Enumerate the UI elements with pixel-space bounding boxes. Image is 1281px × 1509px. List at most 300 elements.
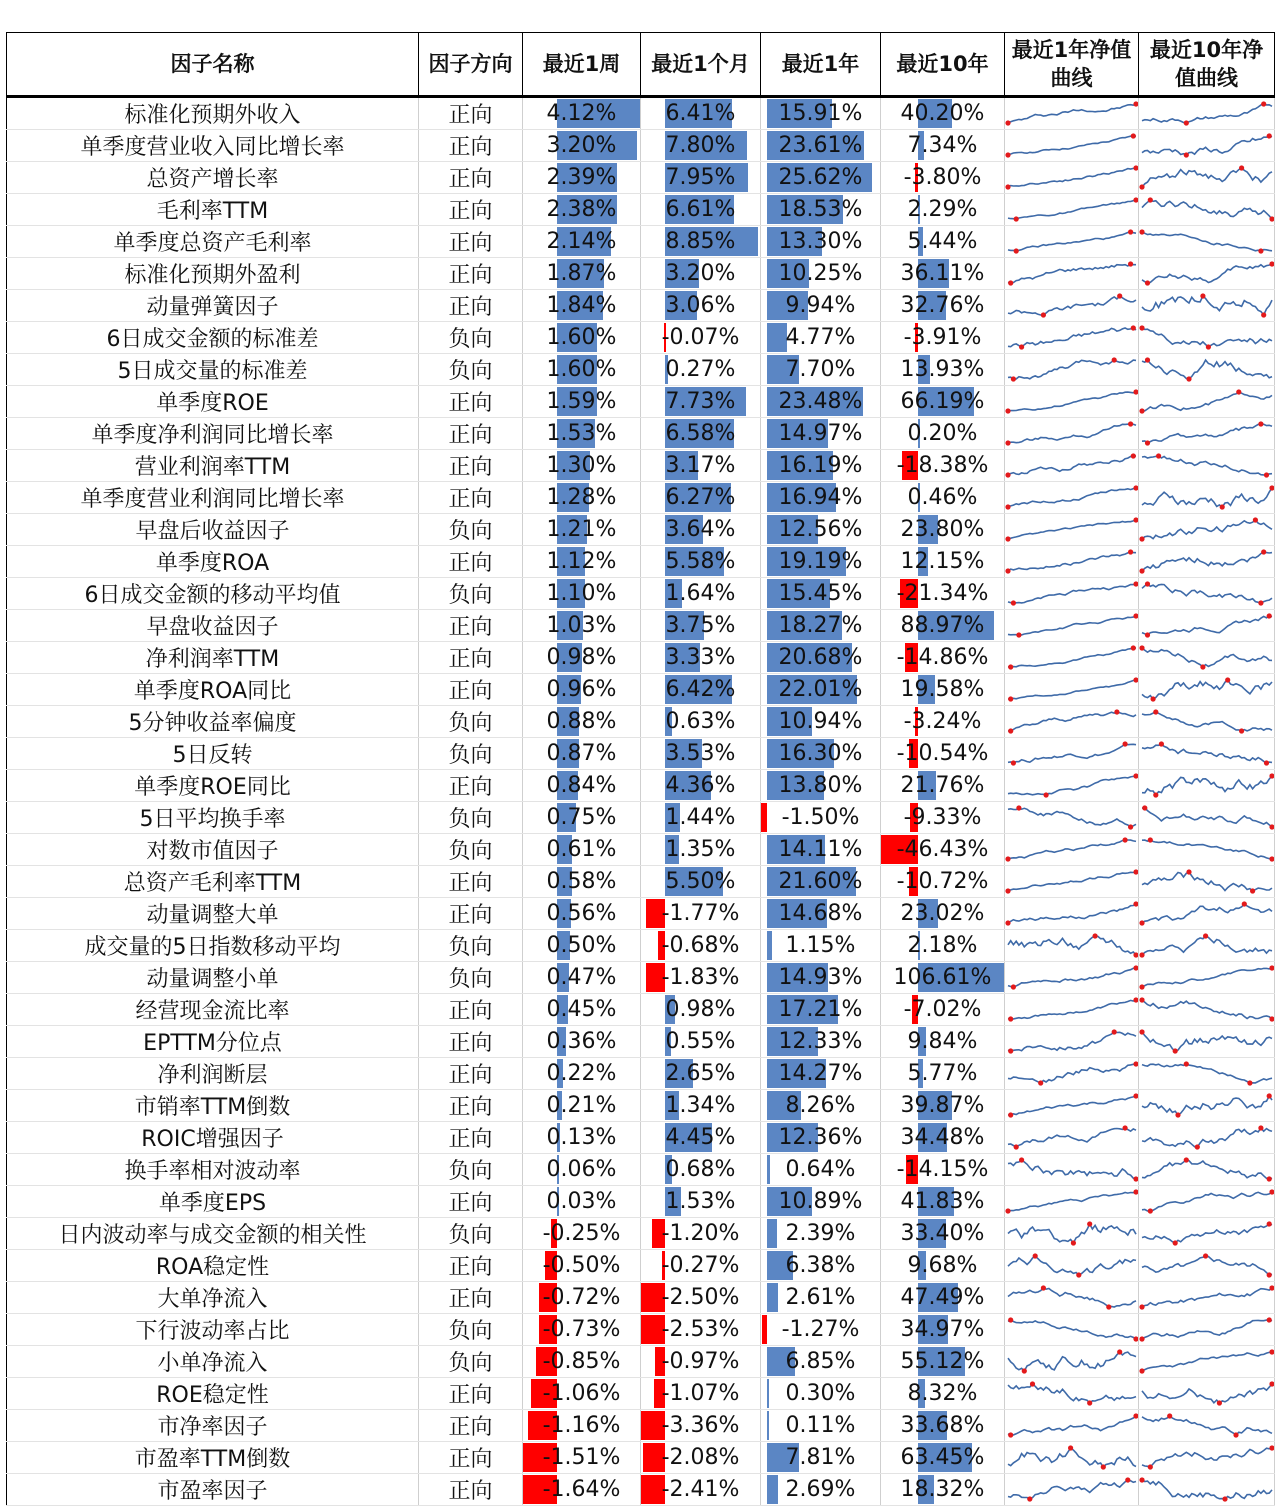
nav-curve-line: [1142, 1320, 1272, 1339]
nav-curve-10y-cell: [1139, 898, 1275, 930]
nav-curve-1y-sparkline: [1005, 578, 1139, 609]
nav-curve-10y-sparkline: [1139, 1122, 1275, 1153]
value-text: -14.15%: [896, 1157, 989, 1182]
nav-curve-low-marker: [1076, 1272, 1081, 1277]
nav-curve-10y-cell: [1139, 994, 1275, 1026]
last-week-cell: [523, 386, 641, 418]
last-month-cell: [641, 450, 761, 482]
nav-curve-line: [1142, 552, 1272, 571]
value-text: 55.12%: [900, 1349, 985, 1374]
last-year-cell: [761, 1442, 881, 1474]
nav-curve-high-marker: [1200, 293, 1205, 298]
nav-curve-1y-sparkline: [1005, 482, 1139, 513]
factor-direction-cell: 正向: [419, 130, 523, 162]
nav-curve-high-marker: [1133, 485, 1138, 490]
nav-curve-10y-sparkline: [1139, 1250, 1275, 1281]
nav-curve-10y-cell: [1139, 97, 1275, 130]
factor-direction-cell: 正向: [419, 1186, 523, 1218]
value-text: 14.93%: [778, 965, 863, 990]
nav-curve-low-marker: [1269, 856, 1274, 861]
value-text: 14.68%: [778, 901, 863, 926]
value-text: 1.87%: [546, 261, 617, 286]
value-text: 4.77%: [785, 325, 856, 350]
nav-curve-1y-cell: [1005, 162, 1139, 194]
nav-curve-low-marker: [1016, 632, 1021, 637]
nav-curve-10y-sparkline: [1139, 1282, 1275, 1313]
nav-curve-1y-sparkline: [1005, 962, 1139, 993]
nav-curve-10y-cell: [1139, 770, 1275, 802]
value-text: -0.72%: [542, 1285, 621, 1310]
nav-curve-low-marker: [1195, 1144, 1200, 1149]
value-text: 7.73%: [665, 389, 736, 414]
nav-curve-high-marker: [1139, 1029, 1144, 1034]
factor-performance-table-container: [6, 32, 1274, 1506]
last-10-years-cell: [881, 290, 1005, 322]
value-text: -0.73%: [542, 1317, 621, 1342]
value-text: -1.20%: [661, 1221, 740, 1246]
value-text: 47.49%: [900, 1285, 985, 1310]
last-week-cell: [523, 610, 641, 642]
last-week-cell: [523, 1186, 641, 1218]
nav-curve-high-marker: [1242, 901, 1247, 906]
last-10-years-cell: [881, 898, 1005, 930]
nav-curve-10y-sparkline: [1139, 1442, 1275, 1473]
nav-curve-10y-sparkline: [1139, 642, 1275, 673]
nav-curve-10y-sparkline: [1139, 1378, 1275, 1409]
value-text: 0.46%: [907, 485, 978, 510]
nav-curve-high-marker: [1253, 517, 1258, 522]
last-10-years-cell: [881, 450, 1005, 482]
nav-curve-high-marker: [1225, 677, 1230, 682]
factor-name-cell: 6日成交金额的标准差: [7, 322, 419, 354]
last-10-years-cell: [881, 226, 1005, 258]
last-10-years-cell: [881, 1378, 1005, 1410]
nav-curve-low-marker: [1258, 600, 1263, 605]
table-row: [7, 1218, 1275, 1250]
nav-curve-1y-sparkline: [1005, 130, 1139, 161]
nav-curve-1y-cell: [1005, 418, 1139, 450]
value-text: -1.77%: [661, 901, 740, 926]
nav-curve-line: [1142, 1352, 1272, 1371]
table-row: [7, 930, 1275, 962]
nav-curve-low-marker: [1264, 760, 1269, 765]
nav-curve-line: [1008, 1160, 1136, 1179]
last-year-cell: [761, 1250, 881, 1282]
nav-curve-10y-cell: [1139, 194, 1275, 226]
value-text: 39.87%: [900, 1093, 985, 1118]
last-year-cell: [761, 290, 881, 322]
nav-curve-low-marker: [1008, 1112, 1013, 1117]
nav-curve-low-marker: [1261, 312, 1266, 317]
nav-curve-10y-cell: [1139, 866, 1275, 898]
value-text: 1.28%: [546, 485, 617, 510]
value-text: 13.93%: [900, 357, 985, 382]
factor-direction-cell: 负向: [419, 834, 523, 866]
last-year-cell: [761, 258, 881, 290]
factor-direction-cell: 正向: [419, 194, 523, 226]
value-text: 0.84%: [546, 773, 617, 798]
factor-direction-cell: 正向: [419, 770, 523, 802]
value-text: 0.58%: [546, 869, 617, 894]
nav-curve-10y-sparkline: [1139, 386, 1275, 417]
value-text: 1.44%: [665, 805, 736, 830]
nav-curve-line: [1142, 1416, 1272, 1435]
table-row: [7, 1410, 1275, 1442]
value-text: 16.19%: [778, 453, 863, 478]
nav-curve-high-marker: [1139, 645, 1144, 650]
last-week-cell: [523, 898, 641, 930]
last-month-cell: [641, 226, 761, 258]
factor-name-cell: 单季度营业利润同比增长率: [7, 482, 419, 514]
nav-curve-line: [1008, 904, 1136, 923]
nav-curve-line: [1008, 616, 1136, 635]
last-week-cell: [523, 130, 641, 162]
header-1y-nav-curve: 最近1年净值曲线: [1005, 33, 1139, 97]
value-text: 1.30%: [546, 453, 617, 478]
nav-curve-1y-sparkline: [1005, 898, 1139, 929]
nav-curve-low-marker: [1139, 568, 1144, 573]
value-text: 2.61%: [785, 1285, 856, 1310]
last-week-cell: [523, 802, 641, 834]
table-body: [7, 97, 1275, 1506]
nav-curve-1y-sparkline: [1005, 674, 1139, 705]
value-text: 0.03%: [546, 1189, 617, 1214]
nav-curve-line: [1008, 520, 1136, 539]
nav-curve-high-marker: [1117, 293, 1122, 298]
nav-curve-line: [1142, 1224, 1272, 1243]
value-text: 0.06%: [546, 1157, 617, 1182]
value-text: 16.30%: [778, 741, 863, 766]
value-text: 23.80%: [900, 517, 985, 542]
nav-curve-high-marker: [1133, 581, 1138, 586]
value-text: 21.76%: [900, 773, 985, 798]
nav-curve-high-marker: [1133, 869, 1138, 874]
nav-curve-high-marker: [1269, 773, 1274, 778]
factor-name-cell: 动量调整大单: [7, 898, 419, 930]
nav-curve-1y-cell: [1005, 1186, 1139, 1218]
table-row: [7, 706, 1275, 738]
nav-curve-1y-cell: [1005, 1314, 1139, 1346]
factor-direction-cell: 正向: [419, 610, 523, 642]
value-text: 3.17%: [665, 453, 736, 478]
factor-name-cell: 单季度ROE同比: [7, 770, 419, 802]
last-10-years-cell: [881, 514, 1005, 546]
nav-curve-high-marker: [1114, 709, 1119, 714]
nav-curve-high-marker: [1019, 1157, 1024, 1162]
value-text: 9.84%: [907, 1029, 978, 1054]
nav-curve-line: [1142, 488, 1272, 507]
value-text: 0.75%: [546, 805, 617, 830]
nav-curve-high-marker: [1239, 165, 1244, 170]
last-week-cell: [523, 162, 641, 194]
positive-value-bar: [767, 931, 772, 960]
last-10-years-cell: [881, 1346, 1005, 1378]
nav-curve-line: [1142, 456, 1272, 475]
header-last-week: 最近1周: [523, 33, 641, 97]
last-10-years-cell: [881, 322, 1005, 354]
nav-curve-high-marker: [1267, 613, 1272, 618]
nav-curve-high-marker: [1112, 1029, 1117, 1034]
last-10-years-cell: [881, 1058, 1005, 1090]
last-week-cell: [523, 706, 641, 738]
nav-curve-line: [1008, 808, 1136, 827]
value-text: 5.50%: [665, 869, 736, 894]
last-10-years-cell: [881, 1186, 1005, 1218]
nav-curve-high-marker: [1128, 229, 1133, 234]
last-week-cell: [523, 514, 641, 546]
nav-curve-1y-cell: [1005, 1218, 1139, 1250]
value-text: 6.27%: [665, 485, 736, 510]
nav-curve-line: [1142, 136, 1272, 155]
nav-curve-1y-sparkline: [1005, 1026, 1139, 1057]
nav-curve-1y-cell: [1005, 290, 1139, 322]
table-row: [7, 866, 1275, 898]
last-week-cell: [523, 578, 641, 610]
last-week-cell: [523, 1314, 641, 1346]
last-year-cell: [761, 994, 881, 1026]
nav-curve-low-marker: [1071, 1240, 1076, 1245]
nav-curve-high-marker: [1269, 1349, 1274, 1354]
nav-curve-1y-cell: [1005, 482, 1139, 514]
nav-curve-line: [1142, 712, 1272, 731]
nav-curve-1y-cell: [1005, 1474, 1139, 1506]
table-row: [7, 130, 1275, 162]
nav-curve-low-marker: [1022, 1368, 1027, 1373]
nav-curve-low-marker: [1186, 376, 1191, 381]
nav-curve-1y-sparkline: [1005, 802, 1139, 833]
nav-curve-1y-sparkline: [1005, 290, 1139, 321]
positive-value-bar: [767, 1379, 769, 1408]
nav-curve-high-marker: [1153, 709, 1158, 714]
nav-curve-10y-sparkline: [1139, 194, 1275, 225]
last-year-cell: [761, 834, 881, 866]
nav-curve-1y-sparkline: [1005, 354, 1139, 385]
value-text: 0.30%: [785, 1381, 856, 1406]
nav-curve-low-marker: [1041, 312, 1046, 317]
factor-direction-cell: 正向: [419, 1250, 523, 1282]
nav-curve-10y-sparkline: [1139, 1346, 1275, 1377]
nav-curve-line: [1008, 584, 1136, 603]
nav-curve-high-marker: [1148, 197, 1153, 202]
nav-curve-10y-sparkline: [1139, 290, 1275, 321]
factor-name-cell: 换手率相对波动率: [7, 1154, 419, 1186]
last-month-cell: [641, 130, 761, 162]
value-text: 2.14%: [546, 229, 617, 254]
last-10-years-cell: [881, 578, 1005, 610]
table-row: [7, 1250, 1275, 1282]
value-text: 0.45%: [546, 997, 617, 1022]
nav-curve-1y-sparkline: [1005, 1378, 1139, 1409]
nav-curve-low-marker: [1005, 1208, 1010, 1213]
last-week-cell: [523, 1122, 641, 1154]
factor-name-cell: 6日成交金额的移动平均值: [7, 578, 419, 610]
nav-curve-1y-sparkline: [1005, 1474, 1139, 1505]
value-text: 6.58%: [665, 421, 736, 446]
table-row: [7, 1282, 1275, 1314]
nav-curve-high-marker: [1125, 1477, 1130, 1482]
factor-direction-cell: 负向: [419, 1346, 523, 1378]
factor-name-cell: 单季度营业收入同比增长率: [7, 130, 419, 162]
nav-curve-line: [1008, 328, 1136, 347]
nav-curve-low-marker: [1269, 216, 1274, 221]
nav-curve-low-marker: [1008, 664, 1013, 669]
last-year-cell: [761, 578, 881, 610]
nav-curve-low-marker: [1173, 1048, 1178, 1053]
table-row: [7, 386, 1275, 418]
value-text: 4.36%: [665, 773, 736, 798]
factor-direction-cell: 正向: [419, 1058, 523, 1090]
last-week-cell: [523, 1378, 641, 1410]
nav-curve-1y-sparkline: [1005, 162, 1139, 193]
nav-curve-line: [1008, 1000, 1136, 1019]
nav-curve-line: [1142, 424, 1272, 443]
last-week-cell: [523, 1154, 641, 1186]
value-text: 2.29%: [907, 197, 978, 222]
header-last-year: 最近1年: [761, 33, 881, 97]
nav-curve-line: [1142, 1032, 1272, 1051]
last-10-years-cell: [881, 258, 1005, 290]
nav-curve-1y-cell: [1005, 802, 1139, 834]
value-text: 0.22%: [546, 1061, 617, 1086]
last-10-years-cell: [881, 1282, 1005, 1314]
factor-name-cell: 单季度ROE: [7, 386, 419, 418]
nav-curve-1y-cell: [1005, 386, 1139, 418]
last-10-years-cell: [881, 706, 1005, 738]
factor-name-cell: ROE稳定性: [7, 1378, 419, 1410]
factor-direction-cell: 负向: [419, 930, 523, 962]
nav-curve-1y-sparkline: [1005, 1058, 1139, 1089]
nav-curve-high-marker: [1267, 133, 1272, 138]
last-year-cell: [761, 546, 881, 578]
nav-curve-high-marker: [1203, 1253, 1208, 1258]
nav-curve-low-marker: [1258, 248, 1263, 253]
factor-name-cell: 标准化预期外盈利: [7, 258, 419, 290]
value-text: 6.85%: [785, 1349, 856, 1374]
last-10-years-cell: [881, 130, 1005, 162]
value-text: 7.80%: [665, 133, 736, 158]
last-year-cell: [761, 354, 881, 386]
factor-name-cell: 总资产增长率: [7, 162, 419, 194]
factor-name-cell: 5日成交量的标准差: [7, 354, 419, 386]
value-text: 1.84%: [546, 293, 617, 318]
nav-curve-low-marker: [1038, 1080, 1043, 1085]
nav-curve-line: [1142, 1096, 1272, 1115]
nav-curve-high-marker: [1008, 1317, 1013, 1322]
header-factor-name: 因子名称: [7, 33, 419, 97]
value-text: -0.25%: [542, 1221, 621, 1246]
nav-curve-low-marker: [1005, 504, 1010, 509]
nav-curve-1y-cell: [1005, 866, 1139, 898]
table-row: [7, 770, 1275, 802]
nav-curve-low-marker: [1148, 1464, 1153, 1469]
nav-curve-1y-cell: [1005, 546, 1139, 578]
nav-curve-high-marker: [1258, 1125, 1263, 1130]
table-row: [7, 1058, 1275, 1090]
nav-curve-high-marker: [1131, 133, 1136, 138]
nav-curve-1y-cell: [1005, 1282, 1139, 1314]
table-row: [7, 194, 1275, 226]
nav-curve-1y-cell: [1005, 962, 1139, 994]
nav-curve-line: [1142, 232, 1272, 251]
nav-curve-10y-cell: [1139, 258, 1275, 290]
last-10-years-cell: [881, 97, 1005, 130]
nav-curve-1y-cell: [1005, 258, 1139, 290]
value-text: 15.91%: [778, 101, 863, 126]
value-text: 0.20%: [907, 421, 978, 446]
nav-curve-low-marker: [1005, 472, 1010, 477]
value-text: 5.58%: [665, 549, 736, 574]
value-text: 2.69%: [785, 1477, 856, 1502]
last-month-cell: [641, 354, 761, 386]
value-text: 3.64%: [665, 517, 736, 542]
last-year-cell: [761, 706, 881, 738]
nav-curve-1y-sparkline: [1005, 514, 1139, 545]
factor-name-cell: EPTTM分位点: [7, 1026, 419, 1058]
nav-curve-10y-cell: [1139, 1282, 1275, 1314]
value-text: 12.36%: [778, 1125, 863, 1150]
last-month-cell: [641, 930, 761, 962]
nav-curve-10y-sparkline: [1139, 546, 1275, 577]
nav-curve-1y-sparkline: [1005, 194, 1139, 225]
last-week-cell: [523, 738, 641, 770]
nav-curve-line: [1008, 712, 1136, 731]
nav-curve-10y-cell: [1139, 802, 1275, 834]
value-text: 1.35%: [665, 837, 736, 862]
last-10-years-cell: [881, 1250, 1005, 1282]
value-text: 7.70%: [785, 357, 856, 382]
nav-curve-high-marker: [1269, 261, 1274, 266]
nav-curve-10y-sparkline: [1139, 738, 1275, 769]
nav-curve-10y-cell: [1139, 962, 1275, 994]
nav-curve-low-marker: [1005, 184, 1010, 189]
nav-curve-1y-cell: [1005, 514, 1139, 546]
value-text: -1.07%: [661, 1381, 740, 1406]
last-week-cell: [523, 1218, 641, 1250]
nav-curve-high-marker: [1131, 645, 1136, 650]
table-row: [7, 1154, 1275, 1186]
value-text: 17.21%: [778, 997, 863, 1022]
value-text: 22.01%: [778, 677, 863, 702]
value-text: -3.91%: [903, 325, 982, 350]
value-text: 25.62%: [778, 165, 863, 190]
nav-curve-10y-sparkline: [1139, 482, 1275, 513]
last-year-cell: [761, 610, 881, 642]
value-text: 9.68%: [907, 1253, 978, 1278]
positive-value-bar: [767, 1411, 769, 1440]
nav-curve-low-marker: [1133, 952, 1138, 957]
factor-direction-cell: 负向: [419, 514, 523, 546]
nav-curve-high-marker: [1133, 773, 1138, 778]
factor-name-cell: 净利润率TTM: [7, 642, 419, 674]
nav-curve-10y-cell: [1139, 290, 1275, 322]
nav-curve-10y-cell: [1139, 482, 1275, 514]
nav-curve-line: [1008, 168, 1136, 187]
value-text: -0.85%: [542, 1349, 621, 1374]
nav-curve-1y-sparkline: [1005, 994, 1139, 1025]
value-text: 0.50%: [546, 933, 617, 958]
value-text: 1.59%: [546, 389, 617, 414]
nav-curve-high-marker: [1258, 421, 1263, 426]
value-text: -1.16%: [542, 1413, 621, 1438]
nav-curve-low-marker: [1217, 1400, 1222, 1405]
nav-curve-line: [1142, 1000, 1272, 1019]
nav-curve-1y-sparkline: [1005, 546, 1139, 577]
nav-curve-1y-cell: [1005, 1410, 1139, 1442]
value-text: 34.48%: [900, 1125, 985, 1150]
value-text: 13.30%: [778, 229, 863, 254]
nav-curve-10y-cell: [1139, 1250, 1275, 1282]
nav-curve-high-marker: [1267, 1093, 1272, 1098]
